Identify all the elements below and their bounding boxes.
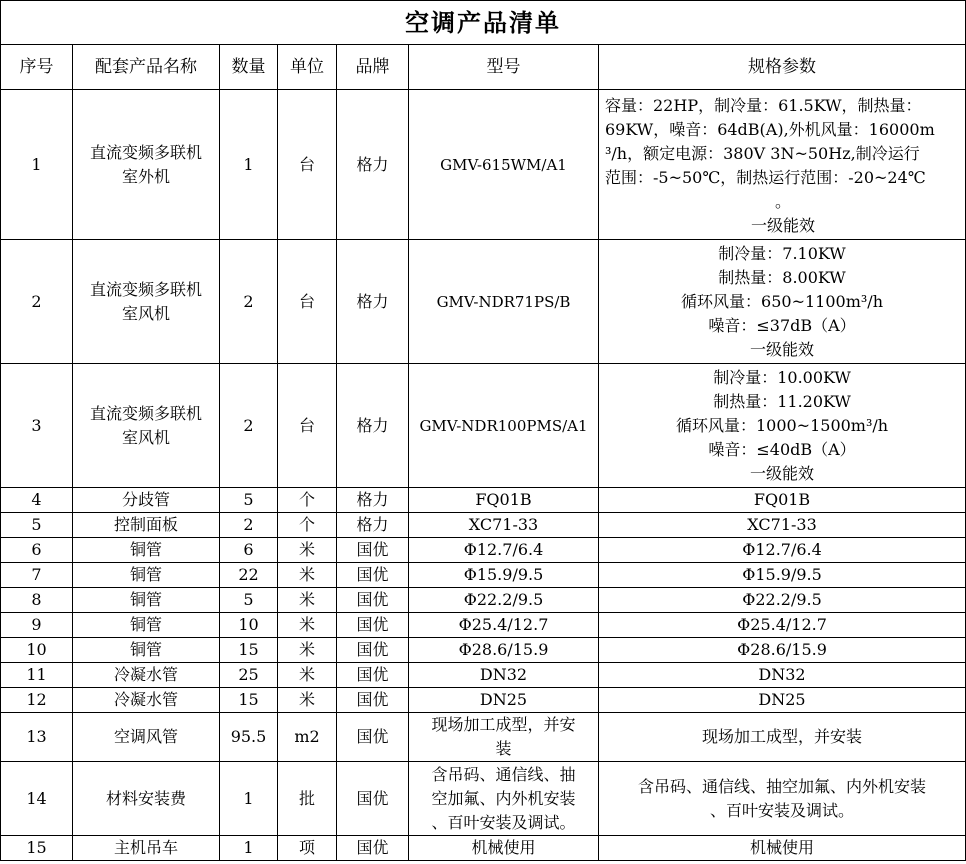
cell-name	[73, 240, 220, 364]
cell-spec: Φ28.6/15.9	[599, 638, 966, 663]
cell-name	[73, 90, 220, 240]
cell-model: XC71-33	[409, 513, 599, 538]
cell-model: Φ15.9/9.5	[409, 563, 599, 588]
spec-line: 制冷量：7.10KW	[718, 243, 846, 263]
cell-name: 控制面板	[73, 513, 220, 538]
cell-brand: 国优	[337, 713, 409, 762]
cell-no: 1	[1, 90, 73, 240]
model-line: 现场加工成型，并安	[431, 715, 576, 734]
cell-model	[409, 762, 599, 836]
table-row	[1, 563, 966, 588]
cell-name-line: 直流变频多联机	[89, 403, 202, 423]
table-row	[1, 713, 966, 762]
table-row	[1, 762, 966, 836]
cell-spec: XC71-33	[599, 513, 966, 538]
model-line: 含吊码、通信线、抽	[431, 764, 576, 784]
table-row	[1, 364, 966, 488]
cell-name: 铜管	[73, 588, 220, 613]
cell-brand: 国优	[337, 538, 409, 563]
cell-name: 冷凝水管	[73, 663, 220, 688]
cell-unit: 米	[278, 538, 337, 563]
spec-line: 一级能效	[750, 463, 815, 483]
spec-line: 噪音：≤37dB（A）	[708, 315, 856, 335]
cell-brand: 国优	[337, 762, 409, 836]
model-line: 空加氟、内外机安装	[431, 788, 576, 808]
cell-model: Φ28.6/15.9	[409, 638, 599, 663]
cell-model: Φ12.7/6.4	[409, 538, 599, 563]
cell-unit: 米	[278, 613, 337, 638]
cell-unit: 台	[278, 240, 337, 364]
cell-spec	[599, 90, 966, 240]
cell-no: 14	[1, 762, 73, 836]
cell-brand: 国优	[337, 836, 409, 861]
cell-no: 2	[1, 240, 73, 364]
cell-qty: 2	[220, 513, 278, 538]
cell-spec: 机械使用	[599, 836, 966, 861]
cell-spec	[599, 240, 966, 364]
cell-model: GMV-NDR100PMS/A1	[409, 364, 599, 488]
header-no: 序号	[1, 45, 73, 90]
cell-qty: 2	[220, 240, 278, 364]
table-row	[1, 638, 966, 663]
cell-unit: 项	[278, 836, 337, 861]
cell-qty: 22	[220, 563, 278, 588]
cell-spec	[599, 762, 966, 836]
cell-name-line: 室风机	[121, 303, 170, 323]
spec-line: 制热量：11.20KW	[713, 391, 851, 411]
sheet-title: 空调产品清单	[1, 1, 966, 45]
cell-spec: Φ22.2/9.5	[599, 588, 966, 613]
cell-name-line: 直流变频多联机	[89, 142, 202, 162]
cell-qty: 95.5	[220, 713, 278, 762]
cell-qty: 1	[220, 762, 278, 836]
cell-no: 11	[1, 663, 73, 688]
cell-no: 9	[1, 613, 73, 638]
header-row	[1, 45, 966, 90]
cell-name	[73, 364, 220, 488]
header-qty: 数量	[220, 45, 278, 90]
spec-line: 一级能效	[750, 339, 815, 359]
cell-no: 5	[1, 513, 73, 538]
spec-line: 制冷量：10.00KW	[713, 367, 851, 387]
cell-brand: 格力	[337, 513, 409, 538]
cell-no: 13	[1, 713, 73, 762]
cell-spec: DN32	[599, 663, 966, 688]
cell-name: 分歧管	[73, 488, 220, 513]
cell-spec: Φ25.4/12.7	[599, 613, 966, 638]
cell-brand: 国优	[337, 638, 409, 663]
spec-line: 循环风量：1000~1500m³/h	[675, 415, 889, 435]
cell-unit: 米	[278, 588, 337, 613]
cell-model: DN25	[409, 688, 599, 713]
cell-brand: 国优	[337, 613, 409, 638]
cell-qty: 5	[220, 588, 278, 613]
cell-brand: 国优	[337, 588, 409, 613]
cell-name-line: 室风机	[121, 427, 170, 447]
cell-name: 铜管	[73, 538, 220, 563]
cell-name: 主机吊车	[73, 836, 220, 861]
cell-name-line: 室外机	[121, 166, 170, 186]
table-row	[1, 663, 966, 688]
cell-qty: 5	[220, 488, 278, 513]
cell-brand: 国优	[337, 688, 409, 713]
table-row	[1, 613, 966, 638]
cell-no: 8	[1, 588, 73, 613]
spec-line: ³/h，额定电源：380V 3N~50Hz,制冷运行	[605, 143, 920, 163]
cell-unit: 台	[278, 364, 337, 488]
model-line: 装	[495, 739, 512, 758]
cell-brand: 格力	[337, 488, 409, 513]
header-spec: 规格参数	[599, 45, 966, 90]
cell-name-line: 直流变频多联机	[89, 279, 202, 299]
cell-model: Φ22.2/9.5	[409, 588, 599, 613]
cell-spec	[599, 364, 966, 488]
cell-unit: 米	[278, 563, 337, 588]
table-row	[1, 513, 966, 538]
cell-spec: Φ12.7/6.4	[599, 538, 966, 563]
cell-spec: FQ01B	[599, 488, 966, 513]
cell-spec: 现场加工成型，并安装	[599, 713, 966, 762]
cell-brand: 格力	[337, 90, 409, 240]
cell-model: DN32	[409, 663, 599, 688]
cell-no: 15	[1, 836, 73, 861]
cell-brand: 格力	[337, 240, 409, 364]
table-row	[1, 488, 966, 513]
cell-unit: 米	[278, 638, 337, 663]
cell-name: 材料安装费	[73, 762, 220, 836]
cell-unit: 批	[278, 762, 337, 836]
cell-no: 12	[1, 688, 73, 713]
cell-no: 3	[1, 364, 73, 488]
spec-line: 含吊码、通信线、抽空加氟、内外机安装	[638, 776, 927, 796]
table-row	[1, 240, 966, 364]
spec-line: 范围：-5~50℃，制热运行范围：-20~24℃	[605, 167, 926, 187]
cell-no: 6	[1, 538, 73, 563]
spec-line: 循环风量：650~1100m³/h	[681, 291, 883, 311]
cell-unit: 个	[278, 513, 337, 538]
cell-spec: DN25	[599, 688, 966, 713]
cell-unit: 米	[278, 688, 337, 713]
cell-qty: 25	[220, 663, 278, 688]
cell-name: 冷凝水管	[73, 688, 220, 713]
table-row	[1, 588, 966, 613]
header-brand: 品牌	[337, 45, 409, 90]
cell-model	[409, 713, 599, 762]
table-row	[1, 836, 966, 861]
spec-line: 容量：22HP，制冷量：61.5KW，制热量：	[605, 95, 922, 115]
cell-model: GMV-615WM/A1	[409, 90, 599, 240]
header-model: 型号	[409, 45, 599, 90]
spec-line: 69KW，噪音：64dB(A),外机风量：16000m	[605, 119, 935, 139]
cell-model: 机械使用	[409, 836, 599, 861]
spec-line: 制热量：8.00KW	[718, 267, 846, 287]
table-row	[1, 688, 966, 713]
cell-unit: 米	[278, 663, 337, 688]
cell-unit: m2	[278, 713, 337, 762]
cell-qty: 1	[220, 836, 278, 861]
table-row	[1, 90, 966, 240]
cell-qty: 2	[220, 364, 278, 488]
model-line: 、百叶安装及调试。	[431, 812, 576, 832]
header-unit: 单位	[278, 45, 337, 90]
cell-brand: 国优	[337, 563, 409, 588]
cell-spec: Φ15.9/9.5	[599, 563, 966, 588]
cell-qty: 15	[220, 638, 278, 663]
cell-name: 空调风管	[73, 713, 220, 762]
cell-name: 铜管	[73, 638, 220, 663]
cell-brand: 国优	[337, 663, 409, 688]
cell-unit: 个	[278, 488, 337, 513]
cell-model: Φ25.4/12.7	[409, 613, 599, 638]
header-name: 配套产品名称	[73, 45, 220, 90]
cell-qty: 15	[220, 688, 278, 713]
cell-qty: 10	[220, 613, 278, 638]
spec-line: 噪音：≤40dB（A）	[708, 439, 856, 459]
spec-line: 一级能效	[751, 215, 816, 235]
cell-no: 10	[1, 638, 73, 663]
spec-line: 、百叶安装及调试。	[710, 800, 855, 820]
cell-unit: 台	[278, 90, 337, 240]
cell-qty: 6	[220, 538, 278, 563]
cell-name: 铜管	[73, 563, 220, 588]
table-row	[1, 538, 966, 563]
cell-qty: 1	[220, 90, 278, 240]
cell-name: 铜管	[73, 613, 220, 638]
cell-no: 4	[1, 488, 73, 513]
spec-line: 。	[775, 191, 792, 211]
cell-model: FQ01B	[409, 488, 599, 513]
cell-no: 7	[1, 563, 73, 588]
cell-model: GMV-NDR71PS/B	[409, 240, 599, 364]
cell-brand: 格力	[337, 364, 409, 488]
